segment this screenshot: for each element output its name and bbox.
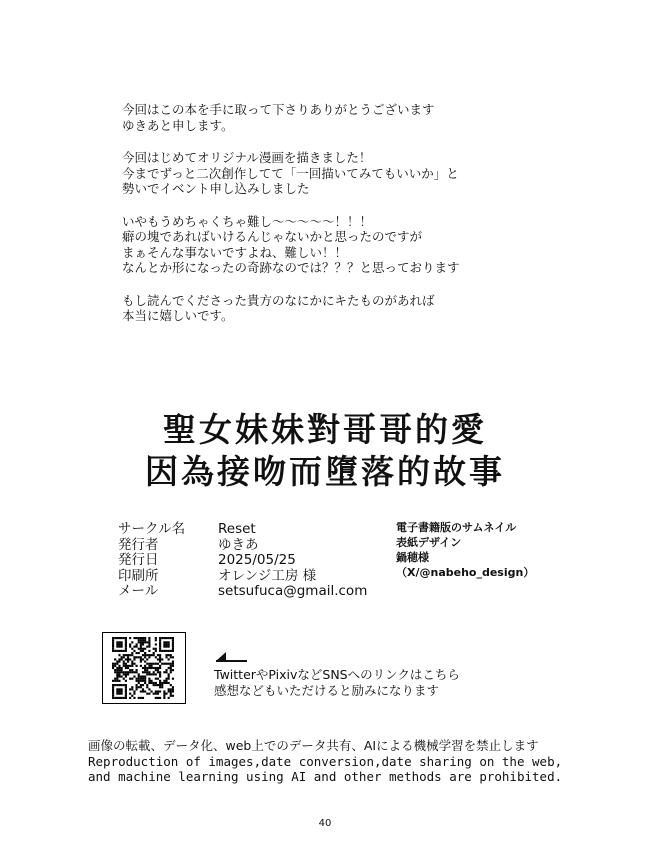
colophon-label: 印刷所 bbox=[118, 567, 159, 584]
afterword-line: 癖の塊であればいけるんじゃないかと思ったのですが bbox=[122, 229, 423, 244]
sns-line: 感想などもいただけると励みになります bbox=[214, 683, 440, 698]
colophon-value: setsufuca@gmail.com bbox=[218, 583, 368, 599]
colophon-row-printer bbox=[118, 569, 367, 585]
afterword-line: 勢いでイベント申し込みしました bbox=[122, 181, 310, 196]
sns-links-note bbox=[214, 667, 460, 699]
book-title-line-2: 因為接吻而墮落的故事 bbox=[145, 452, 505, 491]
notice-english-1: Reproduction of images,date conversion,date sharing on the web, bbox=[88, 753, 563, 769]
colophon-row-circle bbox=[118, 522, 367, 538]
colophon-value: Reset bbox=[218, 521, 256, 537]
colophon-row-publisher bbox=[118, 538, 367, 554]
afterword bbox=[122, 102, 542, 341]
copyright-notice bbox=[88, 738, 562, 785]
sns-line: TwitterやPixivなどSNSへのリンクはこちら bbox=[214, 667, 460, 682]
colophon-row-date bbox=[118, 553, 367, 569]
colophon-value: ゆきあ bbox=[218, 536, 259, 553]
afterword-line: 今回はじめてオリジナル漫画を描きました！ bbox=[122, 150, 372, 165]
page-number: 40 bbox=[318, 818, 332, 829]
notice-japanese: 画像の転載、データ化、web上でのデータ共有、AIによる機械学習を禁止します bbox=[88, 738, 539, 753]
afterword-line: ゆきあと申します。 bbox=[122, 117, 234, 133]
colophon-value: 2025/05/25 bbox=[218, 552, 296, 568]
colophon-label: メール bbox=[118, 583, 159, 599]
credits-line: 鍋穂様 bbox=[396, 551, 429, 564]
afterword-paragraph-1 bbox=[122, 102, 542, 133]
afterword-paragraph-4 bbox=[122, 293, 542, 324]
colophon-label: 発行者 bbox=[118, 536, 159, 553]
afterword-line: なんとか形になったの奇跡なのでは？？？と思っております bbox=[122, 260, 460, 275]
qr-code[interactable] bbox=[102, 632, 186, 704]
credits-line: 電子書籍版のサムネイル bbox=[396, 521, 517, 534]
afterword-line: 今回はこの本を手に取って下さりありがとうございます bbox=[122, 102, 435, 117]
book-title-line-1: 聖女妹妹對哥哥的愛 bbox=[163, 410, 487, 449]
afterword-line: 本当に嬉しいです。 bbox=[122, 308, 234, 323]
colophon-value: オレンジ工房 様 bbox=[218, 567, 317, 584]
credits-line: （X/@nabeho_design） bbox=[396, 566, 535, 579]
afterword-paragraph-2 bbox=[122, 150, 542, 197]
cover-design-credits bbox=[396, 520, 534, 580]
arrow-pointer-icon bbox=[214, 648, 248, 667]
notice-english-2: and machine learning using AI and other methods are prohibited. bbox=[88, 769, 563, 784]
afterword-line: もし読んでくださった貴方のなにかにキたものがあれば bbox=[122, 292, 435, 308]
colophon-row-email bbox=[118, 584, 367, 600]
credits-line: 表紙デザイン bbox=[396, 536, 462, 549]
colophon-label: サークル名 bbox=[118, 521, 186, 537]
afterword-line: いやもうめちゃくちゃ難し～～～～～！！！ bbox=[122, 213, 373, 229]
qr-code-icon bbox=[110, 637, 176, 699]
colophon-label: 発行日 bbox=[118, 552, 159, 568]
afterword-paragraph-3 bbox=[122, 214, 542, 276]
colophon bbox=[118, 522, 367, 600]
afterword-line: まぁそんな事ないですよね、難しい！！ bbox=[122, 244, 348, 260]
afterword-line: 今までずっと二次創作してて「一回描いてみてもいいか」と bbox=[122, 165, 459, 181]
